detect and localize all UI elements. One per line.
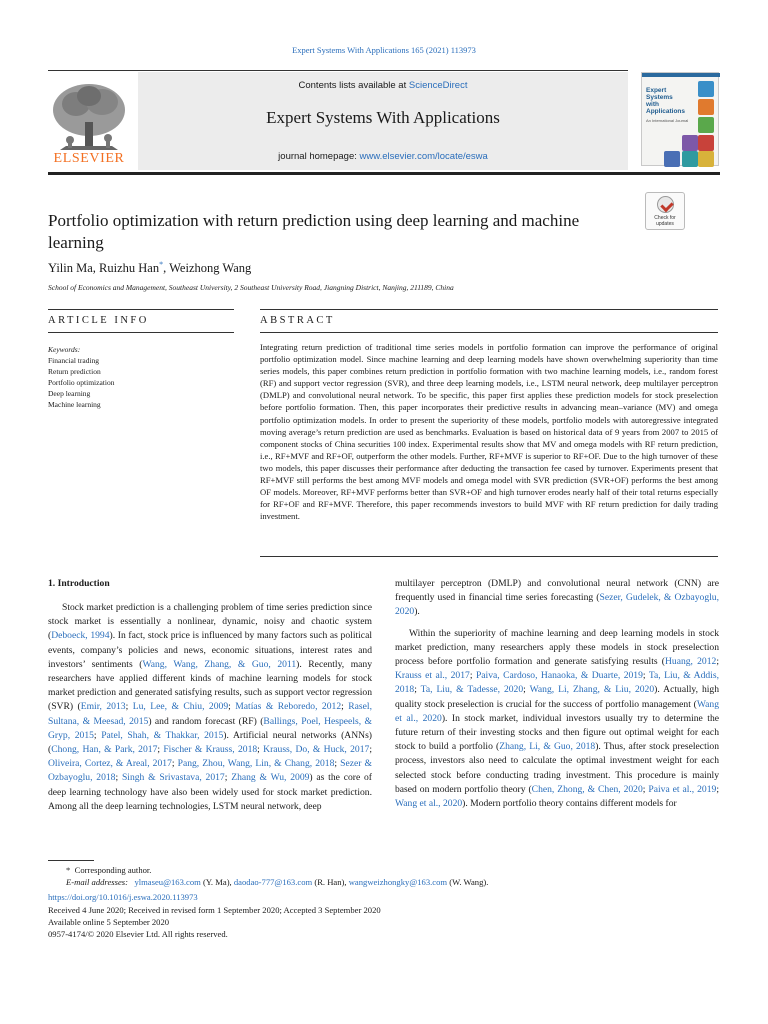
citation-link[interactable]: Sezer & Ozbayoglu, 2018 <box>48 758 372 784</box>
citation-link[interactable]: Fischer & Krauss, 2018 <box>163 744 258 756</box>
paragraph-text: ; <box>469 670 476 682</box>
paragraph-text: ). Artificial neural networks (ANNs) ( <box>48 729 372 756</box>
citation-link[interactable]: Wang, Wang, Zhang, & Guo, 2011 <box>142 658 297 670</box>
paragraph-text: ; <box>716 783 719 795</box>
abstract-bottom-rule <box>260 332 718 333</box>
header-top-rule <box>48 70 628 71</box>
intro-paragraph <box>395 627 719 812</box>
email-label: E-mail addresses: <box>66 877 128 888</box>
cover-color-block <box>698 117 714 133</box>
contents-availability <box>138 80 628 91</box>
keyword: Portfolio optimization <box>48 378 115 388</box>
paragraph-text: ). <box>414 606 420 618</box>
cover-title-line: with <box>646 101 659 108</box>
paragraph-text: ; <box>228 701 236 713</box>
paragraph-text: ; <box>716 656 719 668</box>
paragraph-text: ; <box>93 729 102 741</box>
article-info-top-rule <box>48 309 234 310</box>
sciencedirect-link[interactable]: ScienceDirect <box>408 80 468 91</box>
paragraph-text: ; <box>642 670 649 682</box>
check-updates-line: Check for <box>654 215 676 221</box>
email-owner: (Y. Ma), <box>200 877 234 888</box>
paragraph-text: ; <box>334 758 341 770</box>
corresponding-footnote <box>48 864 720 876</box>
citation-link[interactable]: Wang, Li, Zhang, & Liu, 2020 <box>529 684 655 696</box>
citation-link[interactable]: Zhang & Wu, 2009 <box>231 772 310 784</box>
footnote-rule <box>48 860 94 861</box>
citation-link[interactable]: Wang et al., 2020 <box>395 798 463 810</box>
citation-link[interactable]: Matías & Reboredo, 2012 <box>235 701 342 713</box>
paragraph-text: ; <box>414 684 421 696</box>
elsevier-wordmark: ELSEVIER <box>53 151 125 166</box>
paragraph-text: ; <box>224 772 232 784</box>
keyword: Deep learning <box>48 389 91 399</box>
cover-title-line: Expert <box>646 87 667 94</box>
paragraph-text: ). Thus, after stock preselection process, investors also need to calculate the optimal investment weight for each selected stock before conducting trading investment. This procedure is mainly based on modern portfolio theory ( <box>395 741 719 795</box>
cover-title-line: Applications <box>646 108 686 115</box>
cover-color-block <box>698 99 714 115</box>
paragraph-text: ) and random forecast (RF) ( <box>148 715 264 727</box>
article-title: Portfolio optimization with return prediction using deep learning and machine learning <box>48 211 580 252</box>
check-updates-line: updates <box>656 221 674 227</box>
email-owner: (W. Wang). <box>447 877 489 888</box>
check-updates-label <box>646 215 684 227</box>
paragraph-text: ; <box>115 772 122 784</box>
keyword: Machine learning <box>48 400 101 410</box>
citation-link[interactable]: Patel, Shah, & Thakkar, 2015 <box>101 729 224 741</box>
cover-color-block <box>682 151 698 167</box>
available-online-date: Available online 5 September 2020 <box>48 916 170 927</box>
citation-link[interactable]: Oliveira, Cortez, & Areal, 2017 <box>48 758 172 770</box>
citation-link[interactable]: Lu, Lee, & Chiu, 2009 <box>132 701 229 713</box>
paragraph-text: ; <box>171 758 178 770</box>
homepage-prefix: journal homepage: <box>278 151 360 162</box>
footnote-marker: * <box>66 865 71 875</box>
author-name: Ruizhu Han <box>99 261 160 276</box>
citation-link[interactable]: Ta, Liu, & Addis, 2018 <box>395 670 719 696</box>
cover-title-line: Systems <box>646 94 673 101</box>
citation-link[interactable]: Emir, 2013 <box>80 701 126 713</box>
cover-top-bar <box>642 73 720 77</box>
keyword: Financial trading <box>48 356 100 366</box>
citation-link[interactable]: Deboeck, 1994 <box>51 630 110 642</box>
paragraph-text: Stock market prediction is a challenging problem of time series prediction since stock market is essentially a nonlinear, dynamic, noisy and chaotic system ( <box>48 602 372 642</box>
affiliation: School of Economics and Management, Southeast University, 2 Southeast University Road, Jiangning District, Nanjing, 211189, China <box>48 283 454 292</box>
article-info-bottom-rule <box>48 332 234 333</box>
paragraph-text: ). Modern portfolio theory contains different models for <box>462 798 677 810</box>
paragraph-text: ). In fact, stock price is influenced by many factors such as political events, company’s policies and news, economic situations, interest rates and investors’ sentiments ( <box>48 630 372 670</box>
citation-link[interactable]: Paiva et al., 2019 <box>648 783 717 795</box>
corresponding-label: Corresponding author. <box>74 865 152 875</box>
paragraph-text: ). Actually, high quality stock preselection is crucial for the success of portfolio management ( <box>395 684 720 710</box>
paragraph-text: ). In stock market, individual investors usually try to determine the future return of their investing stocks and then figure out optimal weight for each stock to build a portfolio ( <box>395 712 719 753</box>
paragraph-text: ; <box>523 684 530 696</box>
paragraph-text: multilayer perceptron (DMLP) and convolutional neural network (CNN) are frequently used in financial time series forecasting ( <box>395 578 719 604</box>
paragraph-text: ; <box>125 701 133 713</box>
cover-color-block <box>664 151 680 167</box>
abstract-text: Integrating return prediction of traditional time series models in portfolio formation can improve the performance of original portfolio optimization model. Since machine learning and deep learning models have shown overwhelming superiority than time series models, this paper combines return prediction in portfolio formation with two machine learning models, i.e., random forest (RF) and support vector regression (SVR), and three deep learning models, i.e., LSTM neural network, deep multilayer perceptron (DMLP) and convolutional neural network. To be specific, this paper first applies these prediction models for stock preselection before portfolio formation. Then, this paper incorporates their predictive results in advancing mean–variance (MV) and omega portfolio optimization models. In order to present the superiority of these models, portfolio models with autoregressive integrated moving average’s return prediction are used as benchmarks. Evaluation is based on historical data of 9 years from 2007 to 2015 of component stocks of China securities 100 index. Experimental results show that MV and omega models with RF return prediction, i.e., RF+MVF and RF+OF, outperform the other models. Further, RF+MVF is superior to RF+OF. Due to the high turnover of these two models, this paper discusses their performance after deducting the transaction fee cased by turnover. Experiments present that RF+MVF still performs the best among MVF models and omega model with SVR prediction (SVR+OF) performs the best among OF models. Moreover, RF+MVF performs better than SVR+OF and high turnover erodes nearly half of their total returns especially for RF+OF and RF+MVF. Therefore, this paper recommends investors to build MVF with RF return prediction for daily trading investment. <box>260 342 718 522</box>
cover-color-block <box>698 151 714 167</box>
journal-name: Expert Systems With Applications <box>266 108 500 127</box>
paragraph-text: ; <box>642 783 649 795</box>
citation-link[interactable]: Huang, 2012 <box>664 656 717 668</box>
citation-link[interactable]: Wang et al., 2020 <box>395 698 719 724</box>
cover-color-block <box>698 135 714 151</box>
check-updates-icon <box>657 196 674 213</box>
body-column-left <box>48 577 372 814</box>
corresponding-author-marker[interactable]: * <box>159 260 164 269</box>
doi-link[interactable]: https://doi.org/10.1016/j.eswa.2020.113973 <box>48 892 198 903</box>
email-link[interactable]: ylmaseu@163.com <box>134 877 201 888</box>
citation-link[interactable]: Rasel, Sultana, & Meesad, 2015 <box>48 701 372 727</box>
journal-homepage <box>138 151 628 162</box>
keywords-label: Keywords: <box>48 345 81 354</box>
citation-link[interactable]: Paiva, Cardoso, Hanaoka, & Duarte, 2019 <box>475 670 643 682</box>
abstract-top-rule <box>260 309 718 310</box>
article-info-heading: ARTICLE INFO <box>48 315 149 326</box>
paragraph-text: ; <box>341 701 349 713</box>
citation-link[interactable]: Krauss, Do, & Huck, 2017 <box>263 744 370 756</box>
abstract-end-rule <box>260 556 718 557</box>
email-link[interactable]: wangweizhongky@163.com <box>348 877 448 888</box>
paragraph-text: Within the superiority of machine learning and deep learning models in stock market prediction, many researchers apply these models in stock preselection process before portfolio formation and generate satisfying results ( <box>395 627 719 668</box>
paragraph-text: ; <box>369 744 372 756</box>
homepage-link[interactable]: www.elsevier.com/locate/eswa <box>359 151 488 162</box>
author-name: , Weizhong Wang <box>163 261 252 276</box>
cover-color-block <box>682 135 698 151</box>
citation-link[interactable]: Ballings, Poel, Hespeels, & Gryp, 2015 <box>48 715 372 741</box>
check-for-updates-badge[interactable] <box>645 192 685 230</box>
copyright-notice: 0957-4174/© 2020 Elsevier Ltd. All rights reserved. <box>48 929 228 940</box>
section-heading-introduction: 1. Introduction <box>48 578 110 589</box>
paragraph-text: ). Recently, many researchers have applied different kinds of machine learning models for stock market prediction and generated satisfying results, such as support vector regression (SVR) ( <box>48 658 373 713</box>
citation-link[interactable]: Ta, Liu, & Tadesse, 2020 <box>420 684 524 696</box>
intro-paragraph <box>48 601 372 814</box>
cover-title <box>646 87 696 115</box>
citation-link[interactable]: Krauss et al., 2017 <box>395 670 470 682</box>
author-list <box>48 260 251 276</box>
citation-link[interactable]: Singh & Srivastava, 2017 <box>121 772 225 784</box>
citation-link[interactable]: Pang, Zhou, Wang, Lin, & Chang, 2018 <box>177 758 335 770</box>
keywords-block <box>48 344 234 411</box>
author-name: Yilin Ma, <box>48 261 100 276</box>
contents-prefix: Contents lists available at <box>298 80 409 91</box>
keyword: Return prediction <box>48 367 101 377</box>
citation-link[interactable]: Chong, Han, & Park, 2017 <box>51 744 158 756</box>
abstract-heading: ABSTRACT <box>260 315 335 326</box>
email-link[interactable]: daodao-777@163.com <box>233 877 313 888</box>
intro-paragraph <box>395 577 719 620</box>
citation-link[interactable]: Chen, Zhong, & Chen, 2020 <box>531 783 643 795</box>
cover-color-block <box>698 81 714 97</box>
journal-reference[interactable]: Expert Systems With Applications 165 (2021) 113973 <box>292 45 476 55</box>
citation-link[interactable]: Zhang, Li, & Guo, 2018 <box>499 741 596 753</box>
paragraph-text: ) as the core of deep learning technology have also been widely used for stock market prediction. Among all the deep learning technologies, LSTM neural network, deep <box>48 772 372 812</box>
email-owner: (R. Han), <box>312 877 349 888</box>
cover-subtitle: An International Journal <box>646 118 689 123</box>
paragraph-text: ; <box>257 744 264 756</box>
footnotes <box>48 864 720 940</box>
paragraph-text: ; <box>157 744 164 756</box>
body-column-right <box>395 577 719 811</box>
journal-cover-thumbnail[interactable] <box>641 72 719 166</box>
citation-link[interactable]: Sezer, Gudelek, & Ozbayoglu, 2020 <box>395 592 719 618</box>
email-footnote <box>48 876 720 888</box>
received-dates: Received 4 June 2020; Received in revised form 1 September 2020; Accepted 3 September 2020 <box>48 904 381 915</box>
header-bottom-rule <box>48 172 720 175</box>
